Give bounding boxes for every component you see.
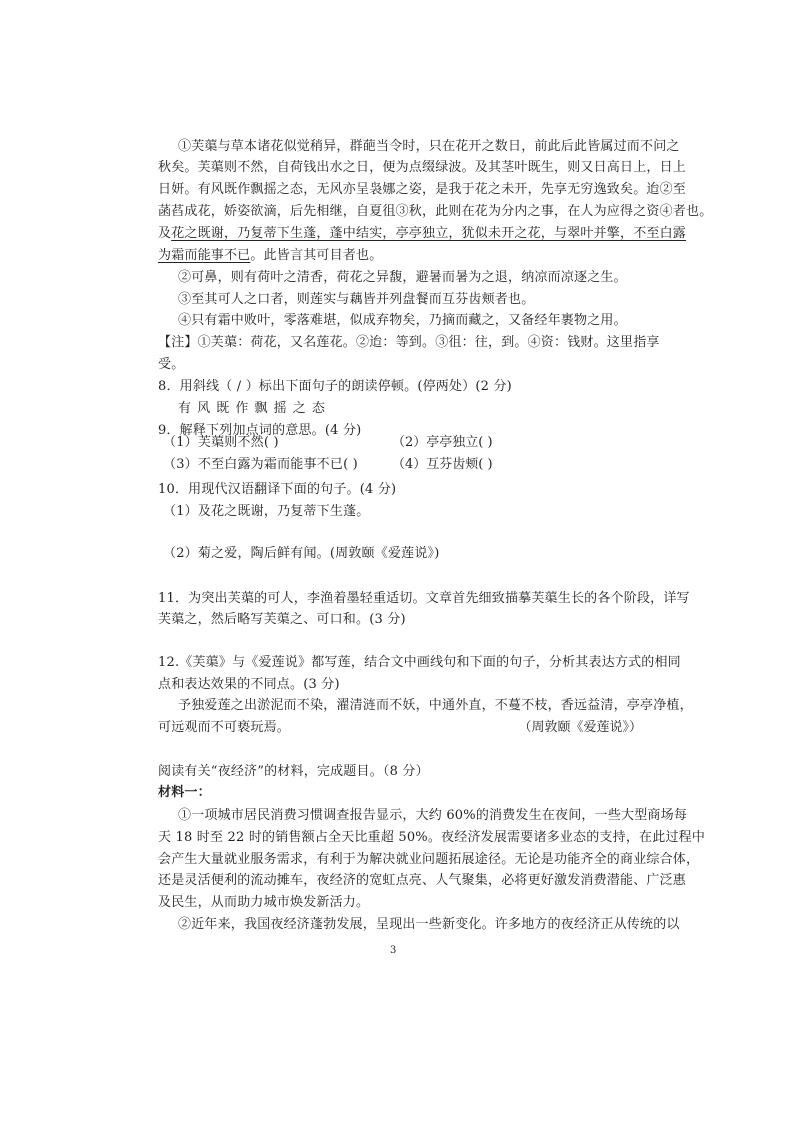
passage-line — [158, 246, 382, 266]
q9-item-2: （2）亭亭独立( ) — [392, 435, 493, 450]
note-line: 【注】①芙蕖：荷花，又名莲花。②迨：等到。③徂：往，到。④资：钱财。这里指享 — [158, 335, 660, 350]
passage-paragraph-4: ④只有霜中败叶，零落难堪，似成弃物矣，乃摘而藏之，又备经年裹物之用。 — [178, 313, 627, 328]
passage-text: 及 — [158, 226, 172, 241]
material-line: ②近年来，我国夜经济蓬勃发展，呈现出一些新变化。许多地方的夜经济正从传统的以 — [178, 917, 680, 932]
q9-item-1: （1）芙蕖则不然( ) — [163, 435, 279, 450]
passage-line: 秋矣。芙蕖则不然，自荷钱出水之日，便为点缀绿波。及其茎叶既生，则又日高日上，日上 — [158, 160, 687, 175]
material-line: 天 18 时至 22 时的销售额占全天比重超 50%。夜经济发展需要诸多业态的支持，在此过程中 — [158, 830, 706, 845]
note-line: 受。 — [158, 357, 185, 372]
q10-item-1: （1）及花之既谢，乃复蒂下生蓬。 — [163, 504, 370, 519]
q10-stem: 10．用现代汉语翻译下面的句子。(4 分) — [158, 482, 397, 497]
q9-stem: 9．解释下列加点词的意思。(4 分) — [158, 423, 362, 438]
q12-quote-line: 可远观而不可亵玩焉。 — [158, 720, 291, 735]
passage-line: 日妍。有风既作飘摇之态，无风亦呈袅娜之姿，是我于花之未开，先享无穷逸致矣。迨②至 — [158, 182, 687, 197]
material-line: ①一项城市居民消费习惯调查报告显示，大约 60%的消费发生在夜间，一些大型商场每 — [178, 808, 688, 823]
material-heading: 材料一： — [158, 785, 211, 800]
material-line: 及民生，从而助力城市焕发新活力。 — [158, 895, 370, 910]
q11-line: 11．为突出芙蕖的可人，李渔着墨轻重适切。文章首先细致描摹芙蕖生长的各个阶段，详写 — [158, 591, 690, 606]
q9-item-4: （4）互芬齿颊( ) — [392, 457, 493, 472]
passage-line: 菡萏成花，娇姿欲滴，后先相继，自夏徂③秋，此则在花为分内之事，在人为应得之资④者也。 — [158, 204, 713, 219]
q12-line: 12.《芙蕖》与《爱莲说》都写莲，结合文中画线句和下面的句子，分析其表达方式的相同 — [158, 655, 681, 670]
underlined-sentence: 为霜而能事不已 — [158, 248, 251, 263]
passage-text: 。此皆言其可目者也。 — [250, 248, 383, 263]
q12-quote-source: （周敦颐《爱莲说》） — [518, 720, 642, 735]
passage-paragraph-3: ③至其可人之口者，则莲实与藕皆并列盘餐而互芬齿颊者也。 — [178, 292, 535, 307]
q12-line: 点和表达效果的不同点。(3 分) — [158, 677, 340, 692]
q8-stem: 8．用斜线（ / ）标出下面句子的朗读停顿。(停两处）(2 分) — [158, 379, 512, 394]
q12-quote-line: 予独爱莲之出淤泥而不染，濯清涟而不妖，中通外直，不蔓不枝，香远益清，亭亭净植， — [178, 698, 693, 713]
material-line: 会产生大量就业服务需求，有利于为解决就业问题拓展途径。无论是功能齐全的商业综合体， — [158, 852, 700, 867]
underlined-sentence: 花之既谢，乃复蒂下生蓬，蓬中结实，亭亭独立，犹似未开之花，与翠叶并擎，不至白露 — [171, 226, 687, 241]
material-line: 还是灵活便利的流动摊车，夜经济的宽虹点亮、人气聚集，必将更好激发消费潜能、广泛惠 — [158, 873, 687, 888]
q10-item-2: （2）菊之爱，陶后鲜有闻。(周敦颐《爱莲说》) — [163, 546, 440, 561]
passage-line: ①芙蕖与草本诸花似觉稍异，群葩当令时，只在花开之数日，前此后此皆属过而不问之 — [178, 139, 680, 154]
q9-item-3: （3）不至白露为霜而能事不已( ) — [163, 457, 358, 472]
page-number: 3 — [390, 945, 397, 956]
q8-sentence: 有 风 既 作 飘 摇 之 态 — [178, 401, 326, 416]
passage-paragraph-2: ②可鼻，则有荷叶之清香，荷花之异馥，避暑而暑为之退，纳凉而凉逐之生。 — [178, 270, 627, 285]
q11-line: 芙蕖之，然后略写芙蕖之、可口和。(3 分) — [158, 612, 406, 627]
passage-line — [158, 224, 686, 244]
section-intro: 阅读有关“夜经济”的材料，完成题目。（8 分） — [158, 764, 429, 779]
